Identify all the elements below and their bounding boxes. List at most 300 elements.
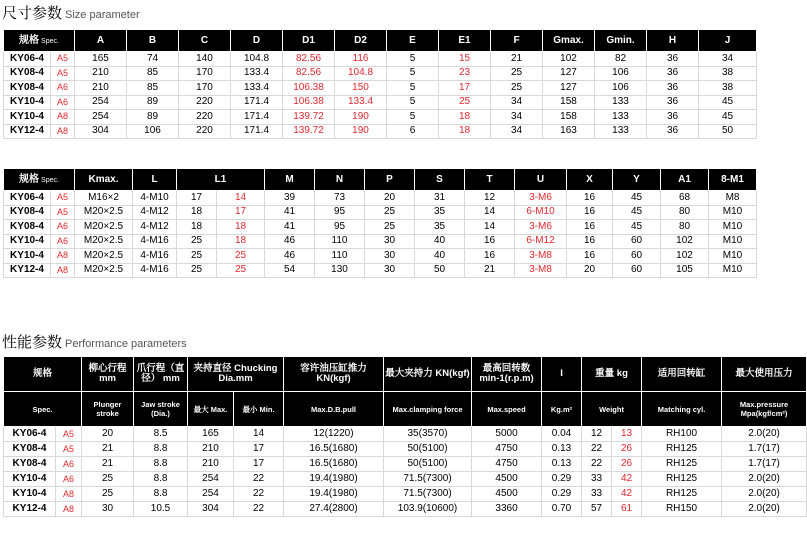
value-cell: 17 (234, 457, 284, 472)
code-cell: A5 (56, 442, 82, 457)
value-cell: 14 (465, 205, 515, 220)
value-cell: 5 (387, 52, 439, 67)
value-cell: 4750 (472, 442, 542, 457)
value-cell: 106.38 (283, 95, 335, 110)
perf-spec-en: Spec. (4, 392, 82, 427)
value-cell: 2.0(20) (722, 472, 807, 487)
value-cell: 2.0(20) (722, 502, 807, 517)
value-cell: 95 (315, 205, 365, 220)
size-table-1 (3, 29, 757, 139)
value-cell: 21 (465, 263, 515, 278)
value-cell: 41 (265, 220, 315, 235)
col-header: Kmax. (75, 169, 133, 191)
value-cell: 4500 (472, 487, 542, 502)
value-cell: 25 (177, 234, 217, 249)
table-row (4, 124, 757, 139)
value-cell: 171.4 (231, 110, 283, 125)
pressure-header: 最大使用压力 (722, 357, 807, 392)
value-cell: 4-M16 (133, 249, 177, 264)
table-row (4, 234, 757, 249)
value-cell: M20×2.5 (75, 263, 133, 278)
value-cell: 30 (365, 249, 415, 264)
value-cell: 50(5100) (384, 442, 472, 457)
table-row (4, 249, 757, 264)
value-cell: 16 (567, 234, 613, 249)
col-header: T (465, 169, 515, 191)
value-cell: 39 (265, 191, 315, 206)
value-cell: 25 (82, 487, 134, 502)
col-header: Y (613, 169, 661, 191)
col-header: M (265, 169, 315, 191)
value-cell: 5 (387, 110, 439, 125)
value-cell: 85 (127, 66, 179, 81)
stroke-header: 柳心行程 mm (82, 357, 134, 392)
value-cell: 254 (188, 487, 234, 502)
value-cell: 3-M6 (515, 191, 567, 206)
performance-header-row-1 (4, 357, 807, 392)
value-cell: 5000 (472, 427, 542, 442)
value-cell: 106 (595, 81, 647, 96)
value-cell: 36 (647, 124, 699, 139)
value-cell: 12 (465, 191, 515, 206)
value-cell: 42 (612, 487, 642, 502)
value-cell: 8.5 (134, 427, 188, 442)
value-cell: 74 (127, 52, 179, 67)
value-cell: 22 (234, 502, 284, 517)
value-cell: 220 (179, 95, 231, 110)
table-row (4, 66, 757, 81)
value-cell: 85 (127, 81, 179, 96)
value-cell: 10.5 (134, 502, 188, 517)
value-cell: 220 (179, 124, 231, 139)
value-cell: 17 (439, 81, 491, 96)
value-cell: 26 (612, 442, 642, 457)
col-header: A (75, 30, 127, 52)
value-cell: 1.7(17) (722, 442, 807, 457)
value-cell: 104.8 (335, 66, 387, 81)
model-cell: KY10-4 (4, 110, 51, 125)
col-header: E1 (439, 30, 491, 52)
weight-header: 重量 kg (582, 357, 642, 392)
value-cell: 106 (127, 124, 179, 139)
value-cell: 3-M6 (515, 220, 567, 235)
value-cell: 19.4(1980) (284, 487, 384, 502)
model-cell: KY12-4 (4, 124, 51, 139)
value-cell: 4750 (472, 457, 542, 472)
value-cell: 36 (647, 81, 699, 96)
value-cell: 4-M16 (133, 263, 177, 278)
col-header: U (515, 169, 567, 191)
value-cell: 133.4 (231, 81, 283, 96)
value-cell: 95 (315, 220, 365, 235)
value-cell: 42 (612, 472, 642, 487)
model-cell: KY06-4 (4, 191, 51, 206)
value-cell: 220 (179, 110, 231, 125)
jaw-header: 爪行程（直径） mm (134, 357, 188, 392)
model-cell: KY10-4 (4, 234, 51, 249)
table-row (4, 263, 757, 278)
value-cell: 25 (365, 220, 415, 235)
code-cell: A8 (56, 487, 82, 502)
value-cell: 0.70 (542, 502, 582, 517)
value-cell: 36 (647, 110, 699, 125)
value-cell: 18 (217, 220, 265, 235)
value-cell: 14 (234, 427, 284, 442)
value-cell: 4-M12 (133, 220, 177, 235)
col-header: L1 (177, 169, 265, 191)
inertia-en: Kg.m² (542, 392, 582, 427)
value-cell: 25 (177, 249, 217, 264)
col-header: 8-M1 (709, 169, 757, 191)
value-cell: 25 (177, 263, 217, 278)
value-cell: 36 (647, 66, 699, 81)
table-row (4, 487, 807, 502)
value-cell: 5 (387, 81, 439, 96)
value-cell: 103.9(10600) (384, 502, 472, 517)
code-cell: A5 (51, 66, 75, 81)
perf-title-en: Performance parameters (65, 338, 187, 350)
value-cell: 6-M12 (515, 234, 567, 249)
value-cell: 116 (335, 52, 387, 67)
value-cell: 158 (543, 95, 595, 110)
value-cell: 0.04 (542, 427, 582, 442)
value-cell: 25 (439, 95, 491, 110)
value-cell: 171.4 (231, 124, 283, 139)
value-cell: M10 (709, 205, 757, 220)
value-cell: 21 (82, 442, 134, 457)
model-cell: KY10-4 (4, 249, 51, 264)
code-cell: A6 (56, 472, 82, 487)
value-cell: 33 (582, 487, 612, 502)
value-cell: 30 (82, 502, 134, 517)
value-cell: 38 (699, 81, 757, 96)
value-cell: 170 (179, 81, 231, 96)
value-cell: 0.29 (542, 487, 582, 502)
value-cell: RH150 (642, 502, 722, 517)
code-cell: A5 (51, 52, 75, 67)
value-cell: 60 (613, 249, 661, 264)
model-cell: KY12-4 (4, 502, 56, 517)
value-cell: 50(5100) (384, 457, 472, 472)
value-cell: 0.13 (542, 442, 582, 457)
value-cell: 110 (315, 234, 365, 249)
col-header: J (699, 30, 757, 52)
code-cell: A6 (51, 95, 75, 110)
size-table-1-header (4, 30, 757, 52)
value-cell: 25 (491, 66, 543, 81)
value-cell: 50 (699, 124, 757, 139)
value-cell: 102 (543, 52, 595, 67)
value-cell: 25 (491, 81, 543, 96)
value-cell: 34 (491, 124, 543, 139)
value-cell: 8.8 (134, 457, 188, 472)
value-cell: 71.5(7300) (384, 472, 472, 487)
value-cell: 254 (75, 110, 127, 125)
value-cell: 16 (465, 249, 515, 264)
value-cell: 71.5(7300) (384, 487, 472, 502)
value-cell: RH125 (642, 472, 722, 487)
value-cell: 12(1220) (284, 427, 384, 442)
value-cell: 20 (82, 427, 134, 442)
value-cell: M16×2 (75, 191, 133, 206)
code-cell: A8 (51, 124, 75, 139)
value-cell: 8.8 (134, 472, 188, 487)
value-cell: 45 (613, 191, 661, 206)
value-cell: 210 (75, 66, 127, 81)
perf-title-zh: 性能参数 (2, 334, 63, 351)
value-cell: 140 (179, 52, 231, 67)
value-cell: 0.29 (542, 472, 582, 487)
model-cell: KY08-4 (4, 81, 51, 96)
value-cell: 34 (491, 110, 543, 125)
value-cell: 35 (415, 205, 465, 220)
value-cell: 25 (217, 263, 265, 278)
model-cell: KY10-4 (4, 95, 51, 110)
value-cell: 82 (595, 52, 647, 67)
table-row (4, 95, 757, 110)
value-cell: 18 (439, 124, 491, 139)
value-cell: M8 (709, 191, 757, 206)
value-cell: 5 (387, 66, 439, 81)
code-cell: A8 (51, 110, 75, 125)
chuck-header: 夹持直径 Chucking Dia.mm (188, 357, 284, 392)
value-cell: 6 (387, 124, 439, 139)
value-cell: 210 (188, 457, 234, 472)
value-cell: 127 (543, 81, 595, 96)
col-header: F (491, 30, 543, 52)
value-cell: 13 (612, 427, 642, 442)
value-cell: 41 (265, 205, 315, 220)
value-cell: 4-M10 (133, 191, 177, 206)
value-cell: 45 (699, 95, 757, 110)
value-cell: 130 (315, 263, 365, 278)
value-cell: 8.8 (134, 487, 188, 502)
pull-header: 容许油压缸推力 KN(kgf) (284, 357, 384, 392)
value-cell: 35(3570) (384, 427, 472, 442)
value-cell: 17 (217, 205, 265, 220)
table-row (4, 205, 757, 220)
clamp-header: 最大夹持力 KN(kgf) (384, 357, 472, 392)
value-cell: 133.4 (335, 95, 387, 110)
perf-section-title (2, 331, 187, 353)
chuck-min-en: 最小 Min. (234, 392, 284, 427)
size-title-en: Size parameter (65, 9, 140, 21)
value-cell: 304 (188, 502, 234, 517)
value-cell: 20 (567, 263, 613, 278)
value-cell: 190 (335, 124, 387, 139)
value-cell: 16 (567, 220, 613, 235)
value-cell: 14 (465, 220, 515, 235)
value-cell: 21 (82, 457, 134, 472)
value-cell: 31 (415, 191, 465, 206)
value-cell: 4500 (472, 472, 542, 487)
model-cell: KY10-4 (4, 472, 56, 487)
value-cell: 68 (661, 191, 709, 206)
code-cell: A5 (56, 427, 82, 442)
col-header: D (231, 30, 283, 52)
value-cell: 4-M12 (133, 205, 177, 220)
speed-header: 最高回转数 min-1(r.p.m) (472, 357, 542, 392)
value-cell: 46 (265, 249, 315, 264)
value-cell: 18 (439, 110, 491, 125)
col-header: Gmax. (543, 30, 595, 52)
value-cell: 16.5(1680) (284, 457, 384, 472)
value-cell: 21 (491, 52, 543, 67)
col-header: D2 (335, 30, 387, 52)
value-cell: 16 (465, 234, 515, 249)
value-cell: 171.4 (231, 95, 283, 110)
value-cell: 19.4(1980) (284, 472, 384, 487)
col-header: A1 (661, 169, 709, 191)
value-cell: 80 (661, 205, 709, 220)
value-cell: 139.72 (283, 110, 335, 125)
model-cell: KY08-4 (4, 66, 51, 81)
value-cell: 190 (335, 110, 387, 125)
value-cell: 25 (217, 249, 265, 264)
value-cell: 61 (612, 502, 642, 517)
speed-en: Max.speed (472, 392, 542, 427)
value-cell: 0.13 (542, 457, 582, 472)
table-row (4, 52, 757, 67)
value-cell: 170 (179, 66, 231, 81)
value-cell: 5 (387, 95, 439, 110)
value-cell: 133 (595, 124, 647, 139)
value-cell: 35 (415, 220, 465, 235)
value-cell: 3-M8 (515, 263, 567, 278)
code-cell: A8 (51, 249, 75, 264)
jaw-en: Jaw stroke (Dia.) (134, 392, 188, 427)
chuck-max-en: 最大 Max. (188, 392, 234, 427)
value-cell: 18 (177, 205, 217, 220)
value-cell: 106.38 (283, 81, 335, 96)
col-header: X (567, 169, 613, 191)
value-cell: 38 (699, 66, 757, 81)
value-cell: RH125 (642, 442, 722, 457)
code-cell: A6 (56, 457, 82, 472)
value-cell: 210 (75, 81, 127, 96)
value-cell: 45 (613, 220, 661, 235)
value-cell: 23 (439, 66, 491, 81)
value-cell: 106 (595, 66, 647, 81)
clamp-en: Max.clamping force (384, 392, 472, 427)
code-cell: A5 (51, 205, 75, 220)
model-cell: KY08-4 (4, 457, 56, 472)
value-cell: 4-M16 (133, 234, 177, 249)
model-cell: KY06-4 (4, 52, 51, 67)
code-cell: A6 (51, 220, 75, 235)
model-cell: KY12-4 (4, 263, 51, 278)
value-cell: 16 (567, 205, 613, 220)
code-cell: A6 (51, 81, 75, 96)
value-cell: RH125 (642, 487, 722, 502)
value-cell: 163 (543, 124, 595, 139)
value-cell: 3-M8 (515, 249, 567, 264)
model-cell: KY08-4 (4, 442, 56, 457)
col-header: P (365, 169, 415, 191)
value-cell: M20×2.5 (75, 234, 133, 249)
cylinder-header: 适用回转缸 (642, 357, 722, 392)
value-cell: 165 (188, 427, 234, 442)
value-cell: 2.0(20) (722, 427, 807, 442)
value-cell: M20×2.5 (75, 220, 133, 235)
value-cell: 22 (582, 457, 612, 472)
value-cell: 40 (415, 234, 465, 249)
value-cell: 102 (661, 249, 709, 264)
value-cell: 22 (582, 442, 612, 457)
col-header: N (315, 169, 365, 191)
value-cell: 36 (647, 52, 699, 67)
code-cell: A8 (56, 502, 82, 517)
value-cell: 22 (234, 472, 284, 487)
weight-en: Weight (582, 392, 642, 427)
value-cell: 110 (315, 249, 365, 264)
value-cell: 105 (661, 263, 709, 278)
value-cell: 89 (127, 110, 179, 125)
value-cell: 127 (543, 66, 595, 81)
value-cell: 12 (582, 427, 612, 442)
size-section-title (2, 2, 140, 24)
value-cell: 165 (75, 52, 127, 67)
code-cell: A5 (51, 191, 75, 206)
value-cell: 25 (365, 205, 415, 220)
col-header: L (133, 169, 177, 191)
table-row (4, 191, 757, 206)
cylinder-en: Matching cyl. (642, 392, 722, 427)
value-cell: 139.72 (283, 124, 335, 139)
table-row (4, 110, 757, 125)
value-cell: 254 (188, 472, 234, 487)
value-cell: M10 (709, 263, 757, 278)
value-cell: 45 (699, 110, 757, 125)
value-cell: 16.5(1680) (284, 442, 384, 457)
value-cell: 17 (177, 191, 217, 206)
perf-spec-header: 规格 (4, 357, 82, 392)
value-cell: 16 (567, 191, 613, 206)
model-cell: KY08-4 (4, 205, 51, 220)
col-header: H (647, 30, 699, 52)
value-cell: 17 (234, 442, 284, 457)
value-cell: 30 (365, 263, 415, 278)
value-cell: 30 (365, 234, 415, 249)
table-row (4, 442, 807, 457)
spec-header: 规格 Spec. (4, 169, 75, 191)
col-header: Gmin. (595, 30, 647, 52)
performance-table (3, 356, 807, 517)
value-cell: 16 (567, 249, 613, 264)
value-cell: 25 (82, 472, 134, 487)
value-cell: 33 (582, 472, 612, 487)
spec-header: 规格 Spec. (4, 30, 75, 52)
value-cell: 20 (365, 191, 415, 206)
stroke-en: Plunger stroke (82, 392, 134, 427)
size-table-2-header (4, 169, 757, 191)
value-cell: 34 (699, 52, 757, 67)
code-cell: A8 (51, 263, 75, 278)
performance-header-row-2 (4, 392, 807, 427)
value-cell: 15 (439, 52, 491, 67)
value-cell: M20×2.5 (75, 205, 133, 220)
value-cell: 150 (335, 81, 387, 96)
value-cell: 26 (612, 457, 642, 472)
model-cell: KY06-4 (4, 427, 56, 442)
table-row (4, 81, 757, 96)
value-cell: 80 (661, 220, 709, 235)
value-cell: 133.4 (231, 66, 283, 81)
inertia-header: I (542, 357, 582, 392)
value-cell: 3360 (472, 502, 542, 517)
value-cell: 133 (595, 95, 647, 110)
value-cell: 57 (582, 502, 612, 517)
